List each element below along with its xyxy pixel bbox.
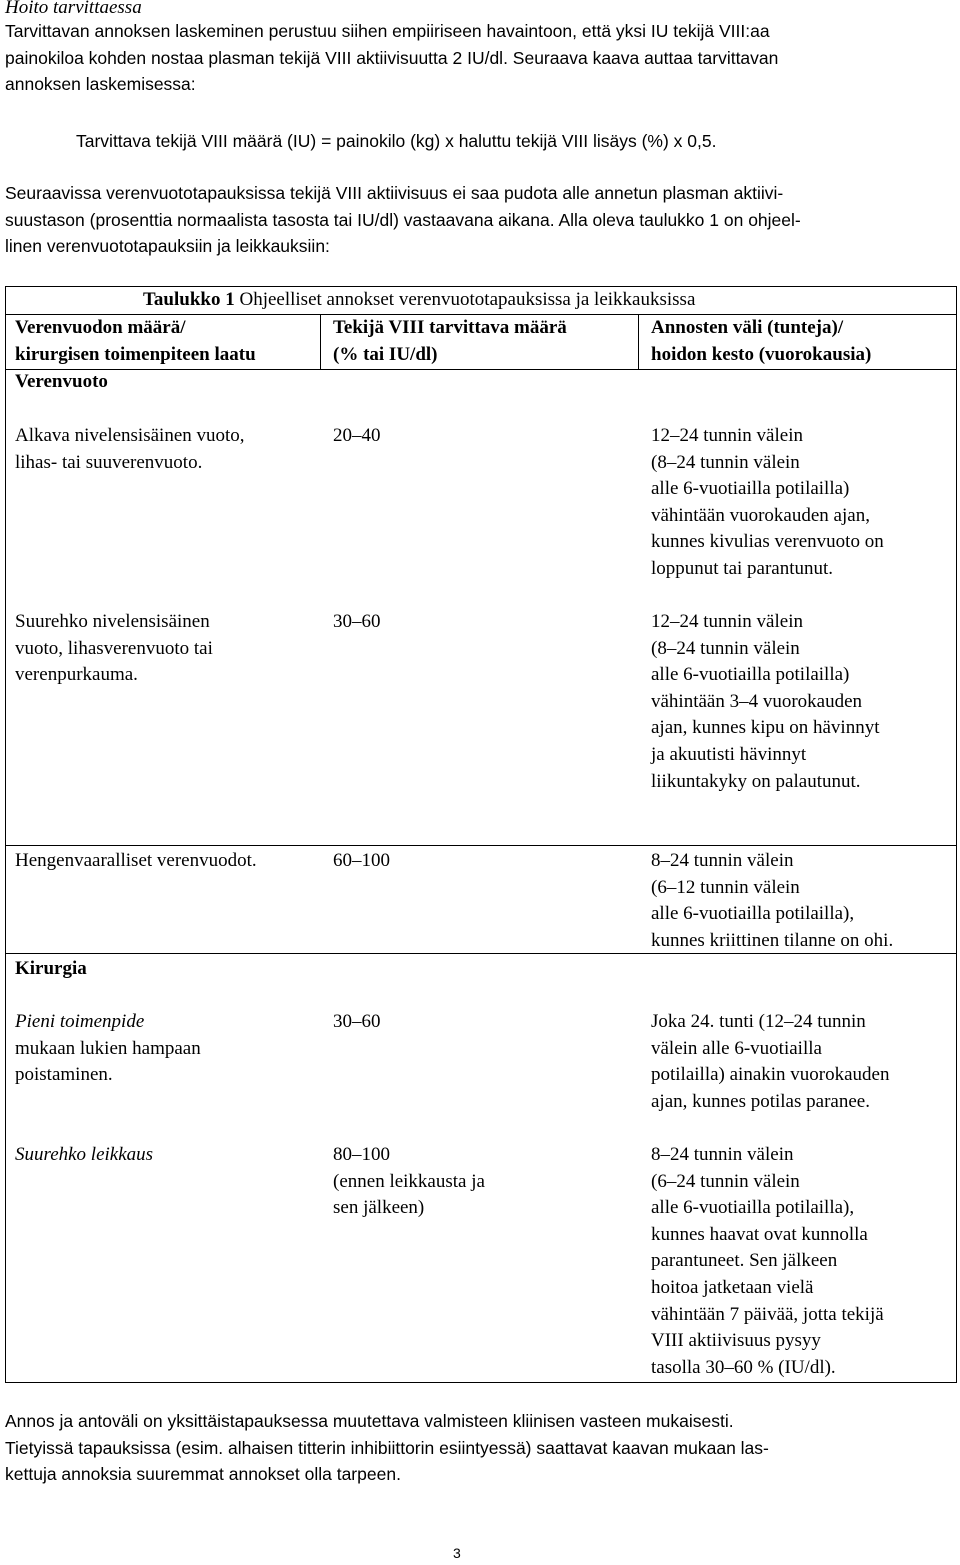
row-interval bbox=[651, 609, 880, 795]
cell-line: (8–24 tunnin välein bbox=[651, 637, 800, 659]
cell-line: (6–12 tunnin välein bbox=[651, 876, 800, 898]
table-rule bbox=[5, 369, 957, 370]
section-label-bleeding: Verenvuoto bbox=[15, 371, 108, 392]
footer-line: Annos ja antoväli on yksittäistapauksessa muutettava valmisteen kliinisen vasteen mukaisesti. bbox=[5, 1411, 734, 1431]
table-caption-label: Taulukko 1 bbox=[143, 289, 235, 310]
cell-line: Suurehko leikkaus bbox=[15, 1144, 154, 1165]
cell-line: 12–24 tunnin välein bbox=[651, 611, 803, 632]
cell-line: kunnes kivulias verenvuoto on bbox=[651, 531, 884, 553]
cell-line: 80–100 bbox=[333, 1144, 390, 1165]
intro-paragraph bbox=[5, 18, 778, 98]
row-factor bbox=[333, 1142, 485, 1222]
cell-line: lihas- tai suuverenvuoto. bbox=[15, 451, 203, 473]
cell-line: hoitoa jatketaan vielä bbox=[651, 1276, 814, 1298]
cell-line: 60–100 bbox=[333, 850, 390, 871]
row-interval bbox=[651, 1142, 884, 1381]
cell-line: vähintään 3–4 vuorokauden bbox=[651, 690, 863, 712]
row-interval bbox=[651, 848, 893, 954]
row-type bbox=[15, 423, 245, 476]
row-factor bbox=[333, 848, 390, 875]
cell-line: ajan, kunnes potilas paranee. bbox=[651, 1090, 870, 1112]
header-line: Annosten väli (tunteja)/ bbox=[651, 317, 844, 338]
instruction-line: linen verenvuototapauksiin ja leikkauksiin: bbox=[5, 236, 330, 257]
header-line: Tekijä VIII tarvittava määrä bbox=[333, 317, 567, 338]
cell-line: sen jälkeen) bbox=[333, 1197, 425, 1219]
cell-line: 8–24 tunnin välein bbox=[651, 1144, 794, 1165]
section-heading: Hoito tarvittaessa bbox=[5, 0, 142, 18]
cell-line: (8–24 tunnin välein bbox=[651, 451, 800, 473]
row-factor bbox=[333, 423, 381, 450]
intro-line: annoksen laskemisessa: bbox=[5, 74, 196, 95]
table-header-amount bbox=[15, 315, 256, 368]
cell-line: verenpurkauma. bbox=[15, 664, 138, 686]
row-type bbox=[15, 1009, 201, 1089]
cell-line: 20–40 bbox=[333, 425, 381, 446]
cell-line: Suurehko nivelensisäinen bbox=[15, 611, 210, 632]
row-type bbox=[15, 1142, 153, 1169]
cell-line: 30–60 bbox=[333, 1011, 381, 1032]
row-type bbox=[15, 609, 213, 689]
row-factor bbox=[333, 1009, 381, 1036]
footer-line: Tietyissä tapauksissa (esim. alhaisen titterin inhibiittorin esiintyessä) saattavat kaavan mukaan las- bbox=[5, 1437, 769, 1458]
table-header-factor bbox=[333, 315, 567, 368]
intro-line: painokiloa kohden nostaa plasman tekijä VIII aktiivisuutta 2 IU/dl. Seuraava kaava auttaa tarvittavan bbox=[5, 47, 779, 68]
instruction-line: Seuraavissa verenvuototapauksissa tekijä VIII aktiivisuus ei saa pudota alle annetun plasman aktiivi- bbox=[5, 183, 784, 203]
cell-line: loppunut tai parantunut. bbox=[651, 557, 834, 579]
intro-line: Tarvittavan annoksen laskeminen perustuu siihen empiiriseen havaintoon, että yksi IU tekijä VIII:aa bbox=[5, 21, 770, 41]
table-header-interval bbox=[651, 315, 871, 368]
cell-line: poistaminen. bbox=[15, 1064, 113, 1086]
table-border-right bbox=[956, 286, 957, 1382]
header-line: Verenvuodon määrä/ bbox=[15, 317, 186, 338]
cell-line: välein alle 6-vuotiailla bbox=[651, 1037, 822, 1059]
cell-line: ja akuutisti hävinnyt bbox=[651, 743, 807, 765]
cell-line: (ennen leikkausta ja bbox=[333, 1170, 485, 1192]
cell-line: kunnes haavat ovat kunnolla bbox=[651, 1223, 868, 1245]
cell-line: tasolla 30–60 % (IU/dl). bbox=[651, 1356, 836, 1378]
cell-line: alle 6-vuotiailla potilailla) bbox=[651, 664, 850, 686]
row-factor bbox=[333, 609, 381, 636]
cell-line: Alkava nivelensisäinen vuoto, bbox=[15, 425, 245, 446]
table-caption bbox=[143, 287, 695, 314]
cell-line: vähintään 7 päivää, jotta tekijä bbox=[651, 1303, 884, 1325]
cell-line: 8–24 tunnin välein bbox=[651, 850, 794, 871]
table-col-divider bbox=[638, 314, 639, 369]
page-number: 3 bbox=[453, 1545, 461, 1561]
cell-line: alle 6-vuotiailla potilailla) bbox=[651, 478, 850, 500]
row-type bbox=[15, 848, 257, 875]
cell-line: Pieni toimenpide bbox=[15, 1011, 145, 1032]
cell-line: kunnes kriittinen tilanne on ohi. bbox=[651, 929, 894, 951]
cell-line: alle 6-vuotiailla potilailla), bbox=[651, 903, 855, 925]
cell-line: liikuntakyky on palautunut. bbox=[651, 770, 861, 792]
table-rule bbox=[5, 845, 957, 846]
cell-line: 30–60 bbox=[333, 611, 381, 632]
cell-line: 12–24 tunnin välein bbox=[651, 425, 803, 446]
table-col-divider bbox=[320, 314, 321, 369]
instruction-paragraph bbox=[5, 180, 801, 260]
section-label-surgery: Kirurgia bbox=[15, 958, 87, 979]
row-interval bbox=[651, 1009, 889, 1115]
header-line: (% tai IU/dl) bbox=[333, 343, 438, 365]
cell-line: parantuneet. Sen jälkeen bbox=[651, 1250, 838, 1272]
row-interval bbox=[651, 423, 884, 583]
cell-line: Joka 24. tunti (12–24 tunnin bbox=[651, 1011, 866, 1032]
table-border-bottom bbox=[5, 1382, 957, 1383]
cell-line: vuoto, lihasverenvuoto tai bbox=[15, 637, 213, 659]
header-line: kirurgisen toimenpiteen laatu bbox=[15, 343, 256, 365]
header-line: hoidon kesto (vuorokausia) bbox=[651, 343, 872, 365]
dose-formula: Tarvittava tekijä VIII määrä (IU) = painokilo (kg) x haluttu tekijä VIII lisäys (%) x 0,5. bbox=[76, 131, 717, 151]
cell-line: ajan, kunnes kipu on hävinnyt bbox=[651, 717, 880, 739]
cell-line: VIII aktiivisuus pysyy bbox=[651, 1330, 821, 1352]
cell-line: potilailla) ainakin vuorokauden bbox=[651, 1064, 890, 1086]
table-border-left bbox=[5, 286, 6, 1382]
cell-line: Hengenvaaralliset verenvuodot. bbox=[15, 850, 257, 871]
instruction-line: suustason (prosenttia normaalista tasosta tai IU/dl) vastaavana aikana. Alla oleva taulukko 1 on ohjeel- bbox=[5, 209, 801, 230]
cell-line: mukaan lukien hampaan bbox=[15, 1037, 201, 1059]
cell-line: (6–24 tunnin välein bbox=[651, 1170, 800, 1192]
cell-line: vähintään vuorokauden ajan, bbox=[651, 504, 870, 526]
footer-paragraph bbox=[5, 1408, 769, 1488]
table-caption-text: Ohjeelliset annokset verenvuototapauksissa ja leikkauksissa bbox=[234, 289, 696, 310]
footer-line: kettuja annoksia suuremmat annokset olla tarpeen. bbox=[5, 1464, 401, 1485]
cell-line: alle 6-vuotiailla potilailla), bbox=[651, 1197, 855, 1219]
